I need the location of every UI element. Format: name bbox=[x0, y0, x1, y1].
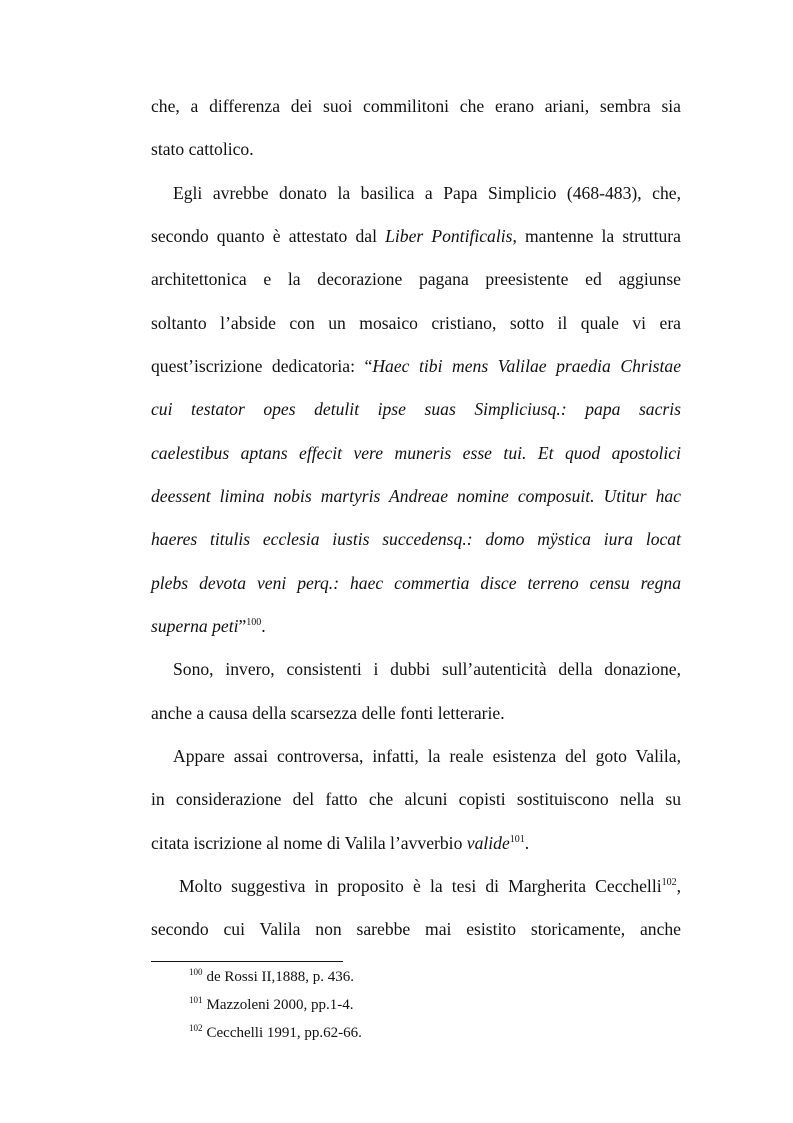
text-line-9 bbox=[151, 438, 681, 481]
text-line-15: anche a causa della scarsezza delle fonti letterarie. bbox=[151, 702, 505, 723]
line-text: , mantenne la struttura bbox=[512, 225, 681, 246]
inscription-text: Haec tibi mens Valilae praedia Christae bbox=[372, 355, 681, 376]
text-line-16: Appare assai controversa, infatti, la reale esistenza del goto Valila, bbox=[173, 745, 681, 766]
footnote-text: de Rossi II,1888, p. 436. bbox=[206, 969, 354, 985]
closing-quote: ” bbox=[238, 615, 247, 636]
footnote-102 bbox=[189, 1023, 362, 1043]
inscription-text: cui testator opes detulit ipse suas Simpliciusq.: papa sacris bbox=[151, 399, 681, 420]
text-line-19 bbox=[151, 871, 681, 914]
line-text: . bbox=[524, 832, 530, 853]
line-text: . bbox=[261, 615, 266, 636]
text-line-11 bbox=[151, 524, 681, 567]
footnote-separator bbox=[151, 961, 343, 962]
inscription-text: plebs devota veni perq.: haec commertia disce terreno censu regna bbox=[151, 572, 681, 593]
text-line-7 bbox=[151, 351, 681, 394]
inscription-text: superna peti bbox=[151, 615, 239, 636]
text-line-17: in considerazione del fatto che alcuni copisti sostituiscono nella su bbox=[151, 789, 681, 810]
body-text bbox=[151, 91, 681, 958]
footnote-100 bbox=[189, 967, 354, 987]
text-line-8 bbox=[151, 394, 681, 437]
line-text: secondo quanto è attestato dal bbox=[151, 225, 386, 246]
text-line-4 bbox=[151, 221, 681, 264]
text-line-5: architettonica e la decorazione pagana preesistente ed aggiunse bbox=[151, 269, 681, 290]
footnote-text: Mazzoleni 2000, pp.1-4. bbox=[206, 997, 354, 1013]
text-line-13 bbox=[151, 611, 681, 654]
line-text: , bbox=[676, 875, 681, 896]
footnote-ref-101[interactable]: 101 bbox=[509, 833, 525, 845]
text-line-12 bbox=[151, 568, 681, 611]
italic-title: Liber Pontificalis bbox=[385, 225, 513, 246]
inscription-text: caelestibus aptans effecit vere muneris esse tui. Et quod apostolici bbox=[151, 442, 681, 463]
inscription-text: deessent limina nobis martyris Andreae nomine composuit. Utitur hac bbox=[151, 485, 681, 506]
text-line-6: soltanto l’abside con un mosaico cristiano, sotto il quale vi era bbox=[151, 312, 681, 333]
footnote-ref-102[interactable]: 102 bbox=[661, 876, 677, 888]
text-line-20: secondo cui Valila non sarebbe mai esistito storicamente, anche bbox=[151, 919, 681, 940]
footnote-number: 101 bbox=[189, 995, 203, 1005]
footnote-number: 102 bbox=[189, 1023, 203, 1033]
footnote-101 bbox=[189, 995, 354, 1015]
text-line-10 bbox=[151, 481, 681, 524]
footnote-text: Cecchelli 1991, pp.62-66. bbox=[206, 1025, 362, 1041]
footnote-number: 100 bbox=[189, 967, 203, 977]
line-text: Molto suggestiva in proposito è la tesi di Margherita Cecchelli bbox=[179, 875, 662, 896]
line-text: quest’iscrizione dedicatoria: “ bbox=[151, 355, 373, 376]
text-line-1: che, a differenza dei suoi commilitoni che erano ariani, sembra sia bbox=[151, 96, 681, 116]
text-line-18 bbox=[151, 828, 681, 871]
inscription-text: haeres titulis ecclesia iustis succedensq.: domo mÿstica iura locat bbox=[151, 529, 681, 550]
line-text: citata iscrizione al nome di Valila l’avverbio bbox=[151, 832, 467, 853]
text-line-14: Sono, invero, consistenti i dubbi sull’autenticità della donazione, bbox=[173, 659, 681, 680]
footnote-ref-100[interactable]: 100 bbox=[246, 616, 262, 628]
text-line-3: Egli avrebbe donato la basilica a Papa Simplicio (468-483), che, bbox=[173, 182, 681, 203]
text-line-2: stato cattolico. bbox=[151, 139, 254, 160]
italic-word: valide bbox=[466, 832, 510, 853]
